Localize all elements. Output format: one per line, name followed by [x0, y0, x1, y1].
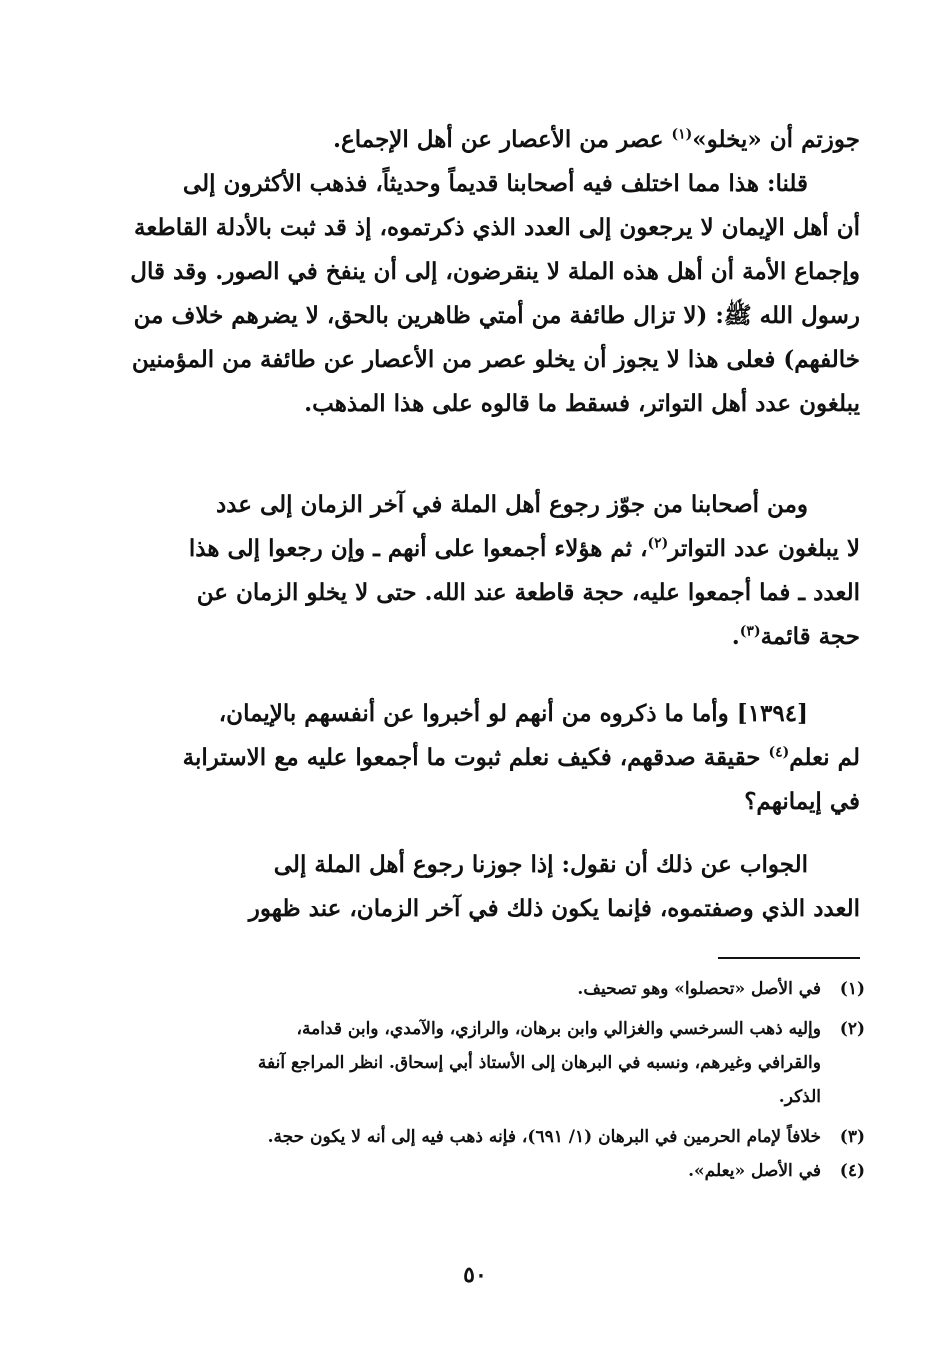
paragraph-5	[100, 843, 860, 931]
footnote-marker-2: (٢)	[647, 535, 669, 552]
paragraph-3	[100, 483, 860, 659]
paragraph-line: جوزتم أن «يخلو»$^{(١)}$ عصر من الأعصار عن أهل الإجماع.	[333, 126, 860, 153]
footnote-4	[100, 1154, 865, 1188]
paragraph-line: ومن أصحابنا من جوّز رجوع أهل الملة في آخر الزمان إلى عدد	[215, 491, 808, 518]
paragraph-line: في إيمانهم؟	[744, 788, 860, 815]
paragraph-line: العدد ـ فما أجمعوا عليه، حجة قاطعة عند الله. حتى لا يخلو الزمان عن	[196, 579, 860, 606]
paragraph-line: لم نعلم$^{(٤)}$ حقيقة صدقهم، فكيف نعلم ثبوت ما أجمعوا عليه مع الاسترابة	[182, 744, 860, 771]
footnote-marker-1: (١)	[671, 126, 693, 143]
paragraph-line: [١٣٩٤] وأما ما ذكروه من أنهم لو أخبروا عن أنفسهم بالإيمان،	[218, 700, 808, 727]
footnote-number: (٤)	[839, 1161, 865, 1181]
footnote-text: في الأصل «تحصلوا» وهو تصحيف.	[577, 979, 821, 999]
paragraph-line: العدد الذي وصفتموه، فإنما يكون ذلك في آخر الزمان، عند ظهور	[248, 895, 860, 922]
paragraph-line: رسول الله ﷺ: (لا تزال طائفة من أمتي ظاهرين بالحق، لا يضرهم خلاف من	[133, 302, 860, 329]
footnote-marker-4: (٤)	[768, 744, 790, 761]
paragraph-line: قلنا: هذا مما اختلف فيه أصحابنا قديماً وحديثاً، فذهب الأكثرون إلى	[182, 170, 808, 197]
footnote-divider	[718, 957, 860, 959]
page-number: ٥٠	[463, 1262, 487, 1288]
footnote-text: خلافاً لإمام الحرمين في البرهان (١/ ٦٩١)، فإنه ذهب فيه إلى أنه لا يكون حجة.	[267, 1127, 821, 1147]
paragraph-line: الجواب عن ذلك أن نقول: إذا جوزنا رجوع أهل الملة إلى	[273, 851, 808, 878]
paragraph-line: خالفهم) فعلى هذا لا يجوز أن يخلو عصر من الأعصار عن طائفة من المؤمنين	[131, 346, 860, 373]
footnote-number: (١)	[839, 979, 865, 999]
paragraph-4	[100, 692, 860, 824]
footnote-number: (٣)	[839, 1127, 865, 1147]
paragraph-line: أن أهل الإيمان لا يرجعون إلى العدد الذي ذكرتموه، إذ قد ثبت بالأدلة القاطعة	[133, 214, 860, 241]
footnotes	[100, 972, 865, 1188]
footnote-text: في الأصل «يعلم».	[688, 1161, 821, 1181]
paragraph-line: يبلغون عدد أهل التواتر، فسقط ما قالوه على هذا المذهب.	[304, 390, 860, 417]
paragraph-line: لا يبلغون عدد التواتر$^{(٢)}$، ثم هؤلاء أجمعوا على أنهم ـ وإن رجعوا إلى هذا	[188, 535, 860, 562]
footnote-text: وإليه ذهب السرخسي والغزالي وابن برهان، والرازي، والآمدي، وابن قدامة، والقرافي وغيرهم، ونسبه في البرهان إلى الأستاذ أبي إسحاق. انظر المراجع آنفة الذكر.	[257, 1019, 821, 1107]
paragraph-line: وإجماع الأمة أن أهل هذه الملة لا ينقرضون، إلى أن ينفخ في الصور. وقد قال	[130, 258, 860, 285]
paragraph-line: حجة قائمة$^{(٣)}$.	[731, 623, 860, 650]
footnote-3	[100, 1120, 865, 1154]
paragraph-2	[100, 162, 860, 426]
footnote-1	[100, 972, 865, 1006]
footnote-2	[100, 1012, 865, 1114]
paragraph-1	[100, 118, 860, 162]
footnote-number: (٢)	[839, 1019, 865, 1039]
footnote-marker-3: (٣)	[739, 623, 761, 640]
